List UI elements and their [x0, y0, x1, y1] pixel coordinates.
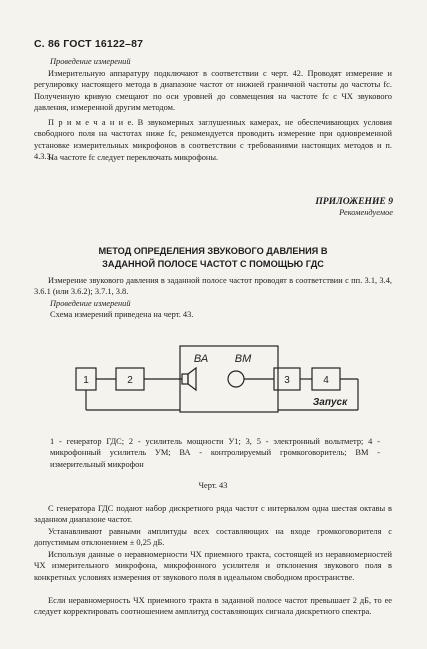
measurement-scheme-diagram: [60, 338, 380, 428]
block-2-label: 2: [127, 375, 133, 386]
paragraph-nonuniformity: Используя данные о неравномерности ЧХ приемного тракта, состоящей из неравномерностей ЧХ измерительного микрофона, микрофонного усилителя и отклонения звукового поля в конкретных условиях измерения от звукового поля в идеальном свободном пространстве.: [34, 550, 392, 582]
speaker-label: ВА: [193, 353, 209, 365]
method-title: [34, 245, 392, 271]
method-title-line2: ЗАДАННОЙ ПОЛОСЕ ЧАСТОТ С ПОМОЩЬЮ ГДС: [102, 259, 324, 269]
section-heading-measurements-2: Проведение измерений: [50, 299, 131, 308]
trigger-label: Запуск: [312, 397, 348, 408]
paragraph-amplitudes: Устанавливают равными амплитуды всех составляющих на входе громкоговорителя с допустимым отклонением ± 0,25 дБ.: [34, 527, 392, 548]
paragraph-setup: Измерительную аппаратуру подключают в соответствии с черт. 42. Проводят измерение и регулировку настоящего метода в диапазоне частот от нижней граничной частоты до частоты fс. Полученную кривую смещают по оси уровней до совмещения на частоте fс с ЧХ звукового давления, измеренной другим методом.: [34, 69, 392, 113]
appendix-number: ПРИЛОЖЕНИЕ 9: [315, 196, 393, 207]
diagram-legend: 1 - генератор ГДС; 2 - усилитель мощности У1; 3, 5 - электронный вольтметр; 4 - микрофонный усилитель УМ; ВА - контролируемый громкоговоритель; ВМ - измерительный микрофон: [50, 437, 380, 469]
appendix-status: Рекомендуемое: [339, 208, 393, 217]
paragraph-correction: Если неравномерность ЧХ приемного тракта в заданной полосе частот превышает 2 дБ, то ее следует корректировать соотношением амплитуд составляющих сигнала дискретного спектра.: [34, 596, 392, 617]
microphone-label: ВМ: [234, 353, 252, 365]
method-title-line1: МЕТОД ОПРЕДЕЛЕНИЯ ЗВУКОВОГО ДАВЛЕНИЯ В: [98, 246, 328, 256]
paragraph-switch: На частоте fс следует переключать микрофоны.: [48, 153, 219, 162]
paragraph-scheme: Схема измерений приведена на черт. 43.: [50, 310, 194, 319]
paragraph-intro: Измерение звукового давления в заданной полосе частот проводят в соответствии с пп. 3.1, 3.4, 3.6.1 (или 3.6.2); 3.7.1, 3.8.: [34, 276, 392, 297]
block-4-label: 4: [323, 375, 329, 386]
section-heading-measurements: Проведение измерений: [50, 57, 131, 66]
note-paragraph: П р и м е ч а н и е. В звукомерных заглушенных камерах, не обеспечивающих условия свободного поля на частотах ниже fс, рекомендуется проводить измерение при одновременной установке измерительных микрофонов в соответствии с требованиями настоящих методов и п. 4.3.3.: [34, 118, 392, 162]
block-3-label: 3: [284, 375, 290, 386]
figure-caption: Черт. 43: [198, 481, 228, 490]
page-header: С. 86 ГОСТ 16122–87: [34, 38, 144, 50]
appendix-label: [315, 196, 393, 217]
block-1-label: 1: [83, 375, 89, 386]
paragraph-generator: С генератора ГДС подают набор дискретного ряда частот с интервалом одна шестая октавы в заданном диапазоне частот.: [34, 504, 392, 525]
